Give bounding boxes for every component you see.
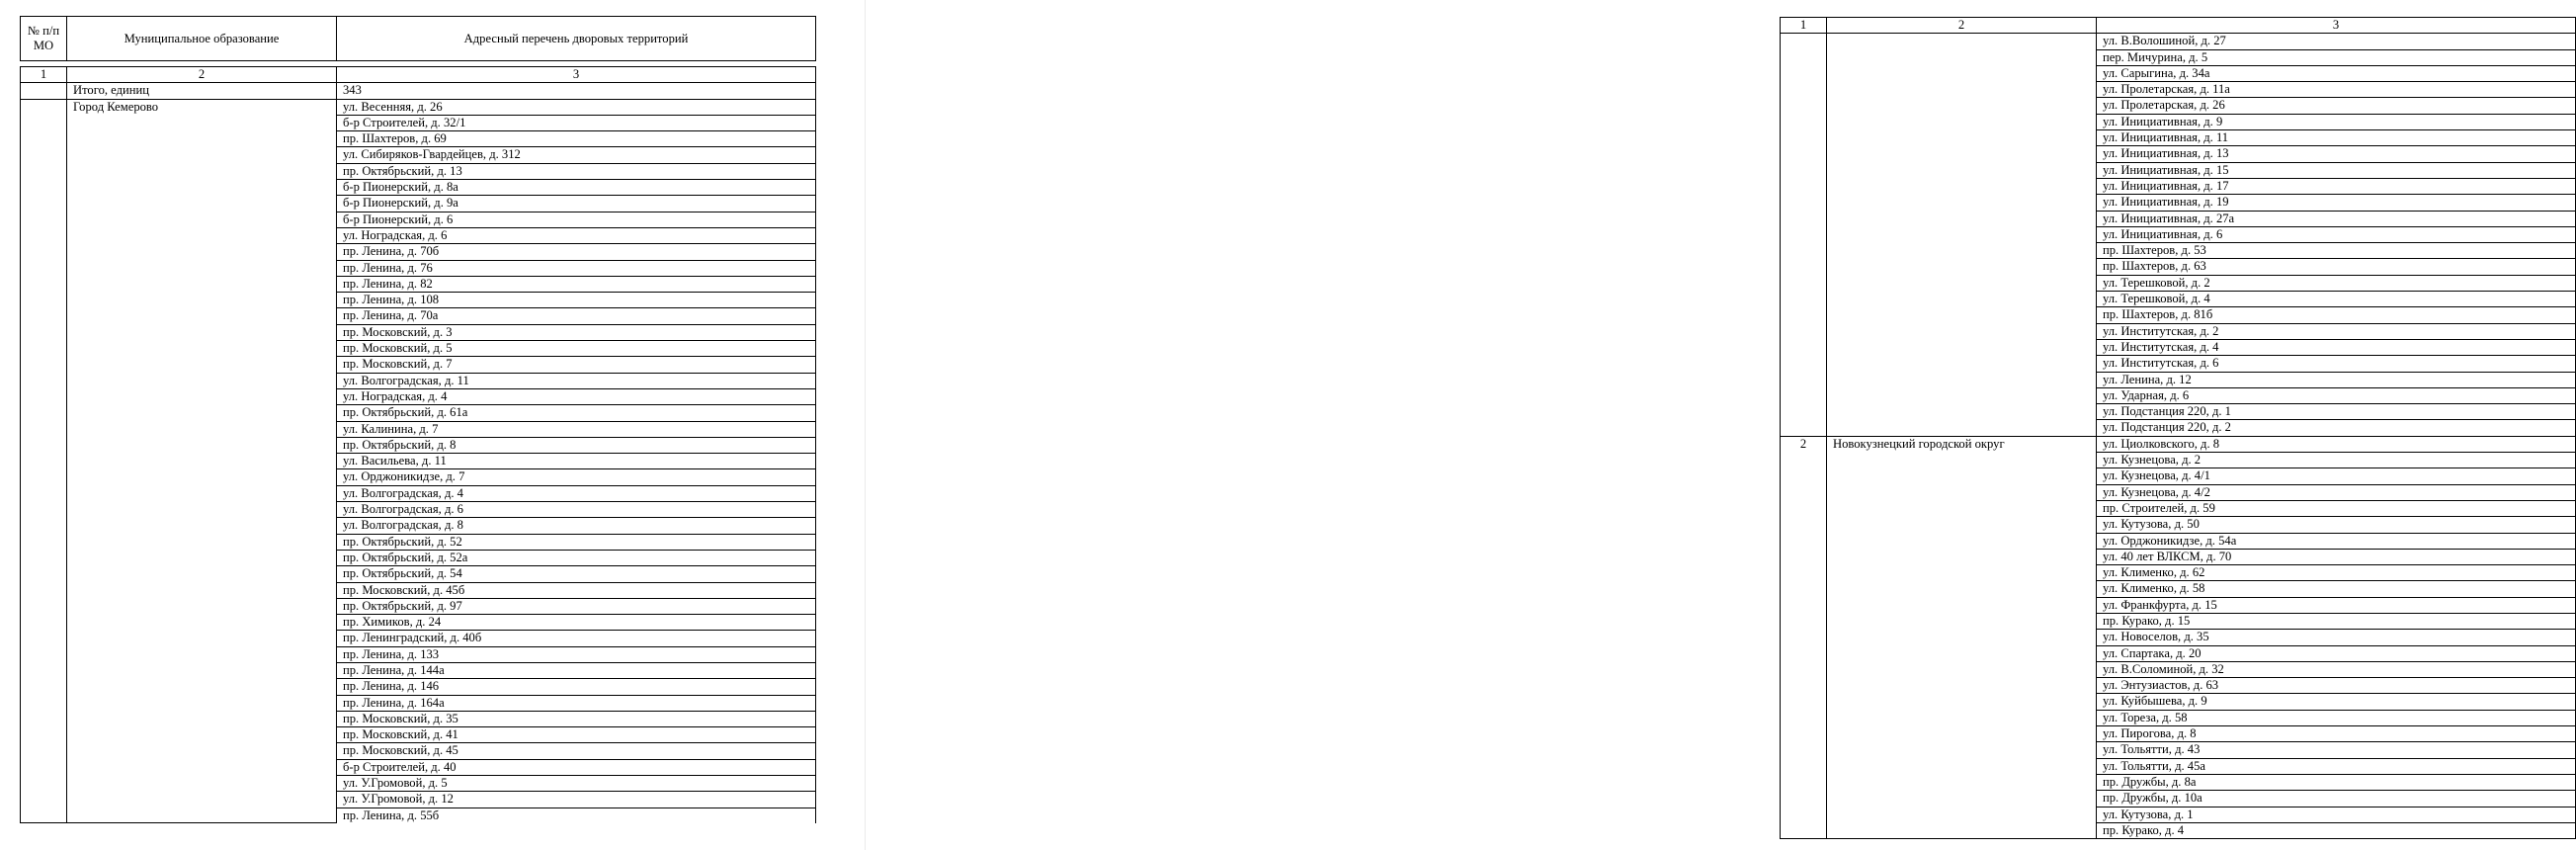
address-cell: пр. Шахтеров, д. 63 [2097, 259, 2576, 275]
document-page-right [870, 0, 2340, 850]
address-cell: б-р Пионерский, д. 6 [337, 212, 816, 227]
address-cell: ул. У.Громовой, д. 12 [337, 792, 816, 808]
address-cell: ул. Тореза, д. 58 [2097, 710, 2576, 725]
address-cell: пр. Ленина, д. 55б [337, 808, 816, 823]
municipality-number-cell [21, 99, 67, 823]
address-cell: ул. Кузнецова, д. 4/2 [2097, 484, 2576, 500]
address-cell: ул. Франкфурта, д. 15 [2097, 597, 2576, 613]
address-cell: ул. 40 лет ВЛКСМ, д. 70 [2097, 549, 2576, 564]
address-cell: пр. Октябрьский, д. 52 [337, 534, 816, 550]
address-cell: пр. Ленина, д. 133 [337, 646, 816, 662]
address-cell: ул. Инициативная, д. 9 [2097, 114, 2576, 129]
table-header [20, 16, 816, 61]
address-cell: ул. Орджоникидзе, д. 54а [2097, 533, 2576, 549]
addresses-table-body [21, 67, 816, 823]
address-cell: ул. Кузнецова, д. 4/1 [2097, 468, 2576, 484]
address-cell: пр. Курако, д. 4 [2097, 822, 2576, 838]
column-number: 1 [21, 67, 67, 83]
address-cell: пр. Московский, д. 5 [337, 341, 816, 357]
address-cell: ул. Тольятти, д. 45а [2097, 758, 2576, 774]
address-cell: пр. Ленина, д. 164а [337, 695, 816, 711]
address-cell: б-р Строителей, д. 32/1 [337, 115, 816, 130]
address-cell: ул. Пролетарская, д. 11а [2097, 82, 2576, 98]
addresses-table-body [1781, 18, 2576, 839]
address-cell: пер. Мичурина, д. 5 [2097, 49, 2576, 65]
address-cell: ул. Инициативная, д. 13 [2097, 146, 2576, 162]
addresses-table-right [1780, 17, 2576, 839]
address-cell: пр. Курако, д. 15 [2097, 613, 2576, 629]
address-cell: пр. Октябрьский, д. 61а [337, 405, 816, 421]
address-cell: пр. Ленина, д. 144а [337, 662, 816, 678]
address-cell: пр. Московский, д. 3 [337, 324, 816, 340]
address-cell: ул. Волгоградская, д. 8 [337, 518, 816, 534]
address-cell: ул. Инициативная, д. 11 [2097, 130, 2576, 146]
address-cell: пр. Московский, д. 45б [337, 582, 816, 598]
address-cell: пр. Дружбы, д. 10а [2097, 791, 2576, 807]
address-cell: ул. Сибиряков-Гвардейцев, д. 312 [337, 147, 816, 163]
address-cell: ул. Новоселов, д. 35 [2097, 630, 2576, 645]
column-number-row [21, 67, 816, 83]
address-cell: ул. Волгоградская, д. 4 [337, 485, 816, 501]
address-cell: ул. Инициативная, д. 6 [2097, 226, 2576, 242]
table-row [21, 99, 816, 115]
address-cell: пр. Московский, д. 45 [337, 743, 816, 759]
document-page-left [0, 0, 860, 850]
header-number-column: № п/п МО [21, 17, 67, 61]
municipality-number-cell [1781, 34, 1827, 436]
address-cell: ул. Институтская, д. 2 [2097, 323, 2576, 339]
address-cell: пр. Октябрьский, д. 8 [337, 437, 816, 453]
address-cell: пр. Октябрьский, д. 13 [337, 163, 816, 179]
address-cell: ул. Спартака, д. 20 [2097, 645, 2576, 661]
header-row [21, 17, 816, 61]
address-cell: ул. Пролетарская, д. 26 [2097, 98, 2576, 114]
address-cell: ул. В.Соломиной, д. 32 [2097, 661, 2576, 677]
address-cell: ул. Тольятти, д. 43 [2097, 742, 2576, 758]
address-cell: ул. Циолковского, д. 8 [2097, 436, 2576, 452]
table-row [1781, 34, 2576, 49]
address-cell: б-р Строителей, д. 40 [337, 759, 816, 775]
address-cell: ул. Пирогова, д. 8 [2097, 726, 2576, 742]
address-cell: пр. Строителей, д. 59 [2097, 500, 2576, 516]
address-cell: ул. Куйбышева, д. 9 [2097, 694, 2576, 710]
address-cell: ул. Кузнецова, д. 2 [2097, 453, 2576, 468]
address-cell: ул. Орджоникидзе, д. 7 [337, 469, 816, 485]
address-cell: ул. Ленина, д. 12 [2097, 372, 2576, 387]
address-cell: ул. Инициативная, д. 19 [2097, 195, 2576, 211]
column-number: 3 [337, 67, 816, 83]
address-cell: ул. Калинина, д. 7 [337, 421, 816, 437]
address-cell: ул. Ноградская, д. 4 [337, 388, 816, 404]
address-cell: ул. У.Громовой, д. 5 [337, 776, 816, 792]
address-cell: пр. Ленина, д. 108 [337, 293, 816, 308]
address-cell: ул. Клименко, д. 58 [2097, 581, 2576, 597]
address-cell: пр. Московский, д. 35 [337, 711, 816, 726]
address-cell: ул. Ударная, д. 6 [2097, 387, 2576, 403]
address-cell: ул. Подстанция 220, д. 2 [2097, 420, 2576, 436]
column-number-row [1781, 18, 2576, 34]
address-cell: ул. Инициативная, д. 15 [2097, 162, 2576, 178]
address-cell: пр. Дружбы, д. 8а [2097, 774, 2576, 790]
address-cell: ул. Подстанция 220, д. 1 [2097, 404, 2576, 420]
address-cell: ул. Волгоградская, д. 6 [337, 502, 816, 518]
address-cell: ул. Весенняя, д. 26 [337, 99, 816, 115]
municipality-name: Новокузнецкий городской округ [1827, 436, 2097, 838]
address-cell: ул. Кутузова, д. 50 [2097, 517, 2576, 533]
address-cell: ул. Институтская, д. 6 [2097, 356, 2576, 372]
header-municipality-column: Муниципальное образование [67, 17, 337, 61]
address-cell: ул. Васильева, д. 11 [337, 454, 816, 469]
address-cell: пр. Московский, д. 7 [337, 357, 816, 373]
total-number-cell [21, 83, 67, 99]
address-cell: ул. Терешковой, д. 4 [2097, 292, 2576, 307]
address-cell: ул. Инициативная, д. 17 [2097, 178, 2576, 194]
header-addresses-column: Адресный перечень дворовых территорий [337, 17, 816, 61]
address-cell: ул. Терешковой, д. 2 [2097, 275, 2576, 291]
address-cell: ул. Ноградская, д. 6 [337, 227, 816, 243]
address-cell: пр. Шахтеров, д. 69 [337, 131, 816, 147]
address-cell: пр. Ленина, д. 70б [337, 244, 816, 260]
address-cell: ул. Волгоградская, д. 11 [337, 373, 816, 388]
addresses-table-left [20, 66, 816, 823]
address-cell: б-р Пионерский, д. 9а [337, 196, 816, 212]
address-cell: пр. Ленина, д. 70а [337, 308, 816, 324]
address-cell: ул. В.Волошиной, д. 27 [2097, 34, 2576, 49]
address-cell: б-р Пионерский, д. 8а [337, 180, 816, 196]
address-cell: пр. Октябрьский, д. 97 [337, 598, 816, 614]
address-cell: ул. Энтузиастов, д. 63 [2097, 678, 2576, 694]
address-cell: ул. Институтская, д. 4 [2097, 339, 2576, 355]
address-cell: ул. Кутузова, д. 1 [2097, 807, 2576, 822]
address-cell: пр. Октябрьский, д. 54 [337, 566, 816, 582]
address-cell: пр. Московский, д. 41 [337, 727, 816, 743]
column-number: 2 [1827, 18, 2097, 34]
table-row [1781, 436, 2576, 452]
page-divider [865, 0, 866, 850]
address-cell: пр. Химиков, д. 24 [337, 615, 816, 631]
column-number: 2 [67, 67, 337, 83]
address-cell: пр. Ленинградский, д. 40б [337, 631, 816, 646]
address-cell: ул. Инициативная, д. 27а [2097, 211, 2576, 226]
address-cell: пр. Шахтеров, д. 81б [2097, 307, 2576, 323]
address-cell: пр. Ленина, д. 82 [337, 276, 816, 292]
address-cell: ул. Клименко, д. 62 [2097, 565, 2576, 581]
address-cell: пр. Октябрьский, д. 52а [337, 550, 816, 565]
address-cell: пр. Ленина, д. 76 [337, 260, 816, 276]
total-row [21, 83, 816, 99]
municipality-name: Город Кемерово [67, 99, 337, 823]
address-cell: пр. Ленина, д. 146 [337, 679, 816, 695]
municipality-name-cell [1827, 34, 2097, 436]
column-number: 3 [2097, 18, 2576, 34]
address-cell: ул. Сарыгина, д. 34а [2097, 65, 2576, 81]
column-number: 1 [1781, 18, 1827, 34]
total-value: 343 [337, 83, 816, 99]
address-cell: пр. Шахтеров, д. 53 [2097, 243, 2576, 259]
municipality-number: 2 [1781, 436, 1827, 838]
total-label: Итого, единиц [67, 83, 337, 99]
